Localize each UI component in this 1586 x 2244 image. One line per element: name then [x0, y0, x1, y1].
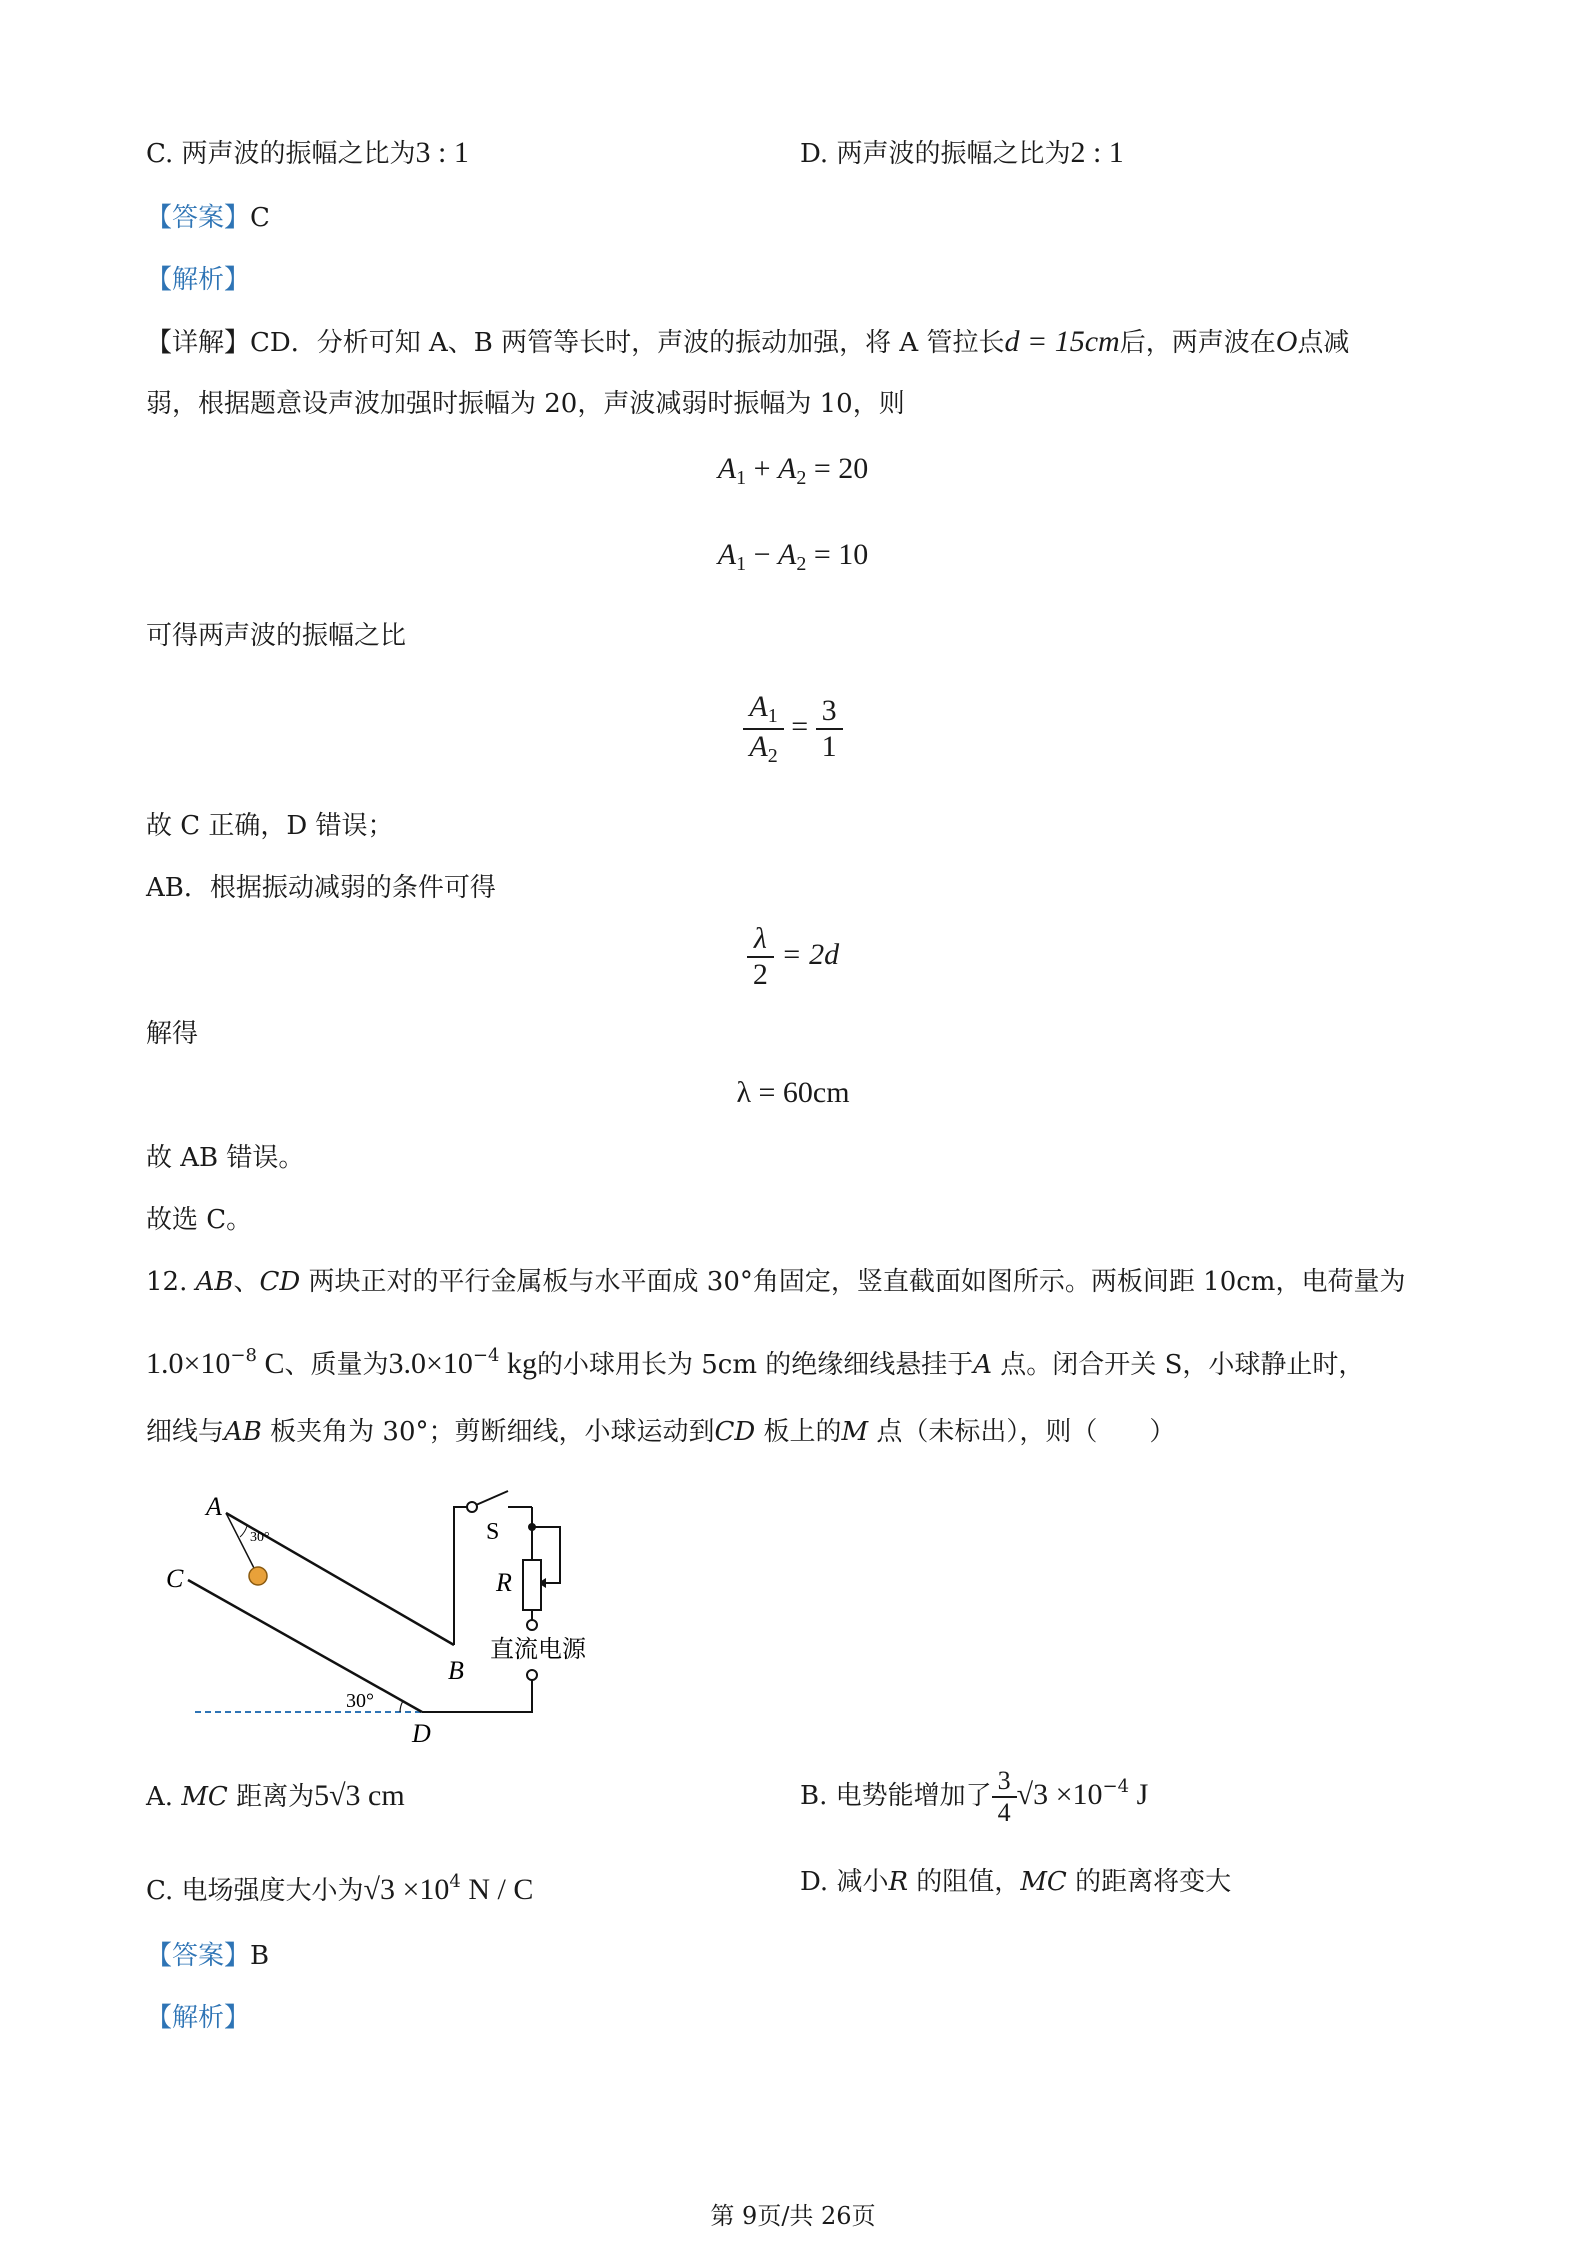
option-unit: N / C	[460, 1873, 534, 1906]
q12-option-c	[146, 1864, 533, 1909]
label-s: S	[486, 1519, 500, 1545]
lambda-result	[0, 1076, 1586, 1110]
option-value: 2 : 1	[1070, 136, 1124, 169]
lambda-rhs: = 2d	[781, 937, 840, 971]
equation-rhs: = 10	[813, 538, 869, 571]
plate-cd: CD	[714, 1417, 756, 1447]
stem-text: 、质量为	[284, 1350, 389, 1380]
q12-stem-line-1	[146, 1264, 1405, 1300]
point-a: A	[973, 1350, 993, 1380]
label-c: C	[166, 1564, 184, 1593]
stem-text: 12.	[146, 1267, 196, 1297]
answer-line	[146, 200, 270, 236]
angle-label-top: 30°	[250, 1530, 270, 1545]
switch-terminal	[467, 1502, 477, 1512]
label-b: B	[448, 1656, 464, 1685]
option-value: 3 : 1	[415, 136, 469, 169]
detail-text: 弱，根据题意设声波加强时振幅为 20，声波减弱时振幅为 10，则	[146, 389, 905, 419]
conclusion-text: 故 C 正确，D 错误；	[146, 811, 394, 841]
q12-option-a	[146, 1778, 405, 1815]
q12-answer-line	[146, 1938, 269, 1974]
q12-option-b	[800, 1766, 1148, 1828]
lambda-equation: $\frac{\lambda}{2}$ = 2d	[0, 922, 1586, 992]
point-o: O	[1275, 325, 1298, 358]
mass-unit: kg	[499, 1347, 537, 1380]
option-text: 的阻值，	[908, 1867, 1021, 1897]
ratio-intro-text: 可得两声波的振幅之比	[146, 621, 407, 651]
charge-value: 1.0×10	[146, 1347, 231, 1380]
option-text: 两声波的振幅之比为	[836, 139, 1071, 169]
switch-blade	[476, 1491, 508, 1505]
label-r: R	[496, 1568, 512, 1597]
option-c-line	[146, 135, 469, 172]
plate-cd: CD	[259, 1267, 301, 1297]
fraction-num: 3	[997, 1766, 1011, 1795]
option-label: D.	[800, 1867, 829, 1897]
analysis-tag: 【解析】	[146, 2003, 251, 2033]
label-d: D	[412, 1719, 431, 1745]
option-label: C.	[146, 139, 174, 169]
analysis-tag: 【解析】	[146, 265, 251, 295]
circuit-figure	[150, 1465, 630, 1745]
option-text: 的距离将变大	[1066, 1867, 1232, 1897]
q12-option-d	[800, 1864, 1231, 1900]
detail-text: 点减	[1297, 328, 1350, 358]
final-text: 故选 C。	[146, 1205, 253, 1235]
power-terminal-top	[527, 1620, 537, 1630]
option-r: R	[888, 1867, 909, 1897]
stem-text: 点（未标出），则（ ）	[868, 1417, 1176, 1447]
conclusion-ab	[146, 1140, 304, 1176]
option-label: C.	[146, 1876, 174, 1906]
stem-text: 细线与	[146, 1417, 225, 1447]
option-text: 电势能增加了	[835, 1781, 992, 1811]
ratio-num: 3	[821, 694, 837, 727]
ratio-equation: $\frac{A_1}{A_2}$ = $\frac{3}{1}$	[0, 690, 1586, 768]
option-text: 减小	[836, 1867, 889, 1897]
option-label: D.	[800, 139, 829, 169]
q12-analysis-line	[146, 2000, 250, 2036]
option-text: 两声波的振幅之比为	[181, 139, 416, 169]
detail-line-1	[146, 324, 1349, 361]
answer-value: B	[250, 1941, 270, 1971]
option-exp: 4	[449, 1871, 461, 1892]
option-d-line	[800, 135, 1124, 172]
detail-line-2	[146, 386, 905, 422]
label-a: A	[206, 1492, 222, 1521]
point-m: M	[841, 1417, 869, 1447]
plate-ab: AB	[224, 1417, 262, 1447]
angle-label-bottom: 30°	[346, 1690, 374, 1712]
ratio-intro	[146, 618, 406, 654]
option-mc: MC	[1020, 1867, 1067, 1897]
power-source-label: 直流电源	[490, 1637, 586, 1663]
option-exp: −4	[1102, 1776, 1130, 1797]
stem-text: 两块正对的平行金属板与水平面成 30°角固定，竖直截面如图所示。两板间距 10cm，电荷量为	[300, 1267, 1406, 1297]
page-footer: 第 9页/共 26页	[710, 2202, 876, 2230]
resistor-r	[523, 1560, 541, 1610]
ratio-den: 1	[816, 728, 843, 764]
angle-arc-top	[240, 1526, 247, 1537]
stem-text: 板上的	[755, 1417, 842, 1447]
option-text: 电场强度大小为	[181, 1876, 364, 1906]
final-choice	[146, 1202, 252, 1238]
mass-exp: −4	[472, 1345, 500, 1366]
ab-intro-text: AB．根据振动减弱的条件可得	[146, 873, 496, 903]
option-value: 5√3 cm	[314, 1779, 405, 1812]
option-text: 距离为	[227, 1782, 315, 1812]
charged-ball	[249, 1567, 267, 1585]
mass-value: 3.0×10	[388, 1347, 473, 1380]
wire-b-switch	[454, 1507, 467, 1645]
wire-power-d	[422, 1680, 532, 1712]
option-label: A.	[146, 1782, 174, 1812]
analysis-line	[146, 262, 250, 298]
charge-exp: −8	[230, 1345, 257, 1366]
detail-text: 后，两声波在	[1119, 328, 1276, 358]
solve-text: 解得	[146, 1019, 199, 1049]
stem-text: 的小球用长为 5cm 的绝缘细线悬挂于	[536, 1350, 974, 1380]
q12-stem-line-2	[146, 1338, 1364, 1383]
equation-diff: $A_1 - A_2 = 10$	[717, 538, 869, 575]
equation-rhs: = 20	[813, 452, 869, 485]
plate-cd-line	[188, 1580, 422, 1712]
detail-tag: 【详解】	[146, 328, 251, 358]
fraction-den: 4	[992, 1796, 1017, 1828]
option-label: B.	[800, 1781, 828, 1811]
angle-arc-bottom	[400, 1701, 403, 1712]
conclusion-cd	[146, 808, 394, 844]
option-value: √3 ×10	[1016, 1778, 1103, 1811]
stem-text: 板夹角为 30°；剪断细线，小球运动到	[261, 1417, 715, 1447]
detail-text: CD．分析可知 A、B 两管等长时，声波的振动加强，将 A 管拉长	[250, 328, 1005, 358]
ab-intro	[146, 870, 496, 906]
answer-value: C	[250, 203, 270, 233]
plate-ab: AB	[195, 1267, 234, 1297]
answer-tag: 【答案】	[146, 203, 251, 233]
detail-math: d = 15cm	[1004, 325, 1120, 358]
option-mc: MC	[181, 1782, 228, 1812]
power-terminal-bottom	[527, 1670, 537, 1680]
conclusion-text: 故 AB 错误。	[146, 1143, 305, 1173]
answer-tag: 【答案】	[146, 1941, 251, 1971]
charge-unit: C	[256, 1347, 285, 1380]
equation-sum: $A_1 + A_2 = 20$	[717, 452, 869, 489]
option-value: √3 ×10	[363, 1873, 450, 1906]
solve-line	[146, 1016, 198, 1052]
lambda-result-text: λ = 60cm	[736, 1076, 850, 1109]
q12-stem-line-3	[146, 1414, 1175, 1450]
option-unit: J	[1129, 1778, 1149, 1811]
stem-text: 、	[233, 1267, 260, 1297]
stem-text: 点。闭合开关 S，小球静止时，	[992, 1350, 1365, 1380]
